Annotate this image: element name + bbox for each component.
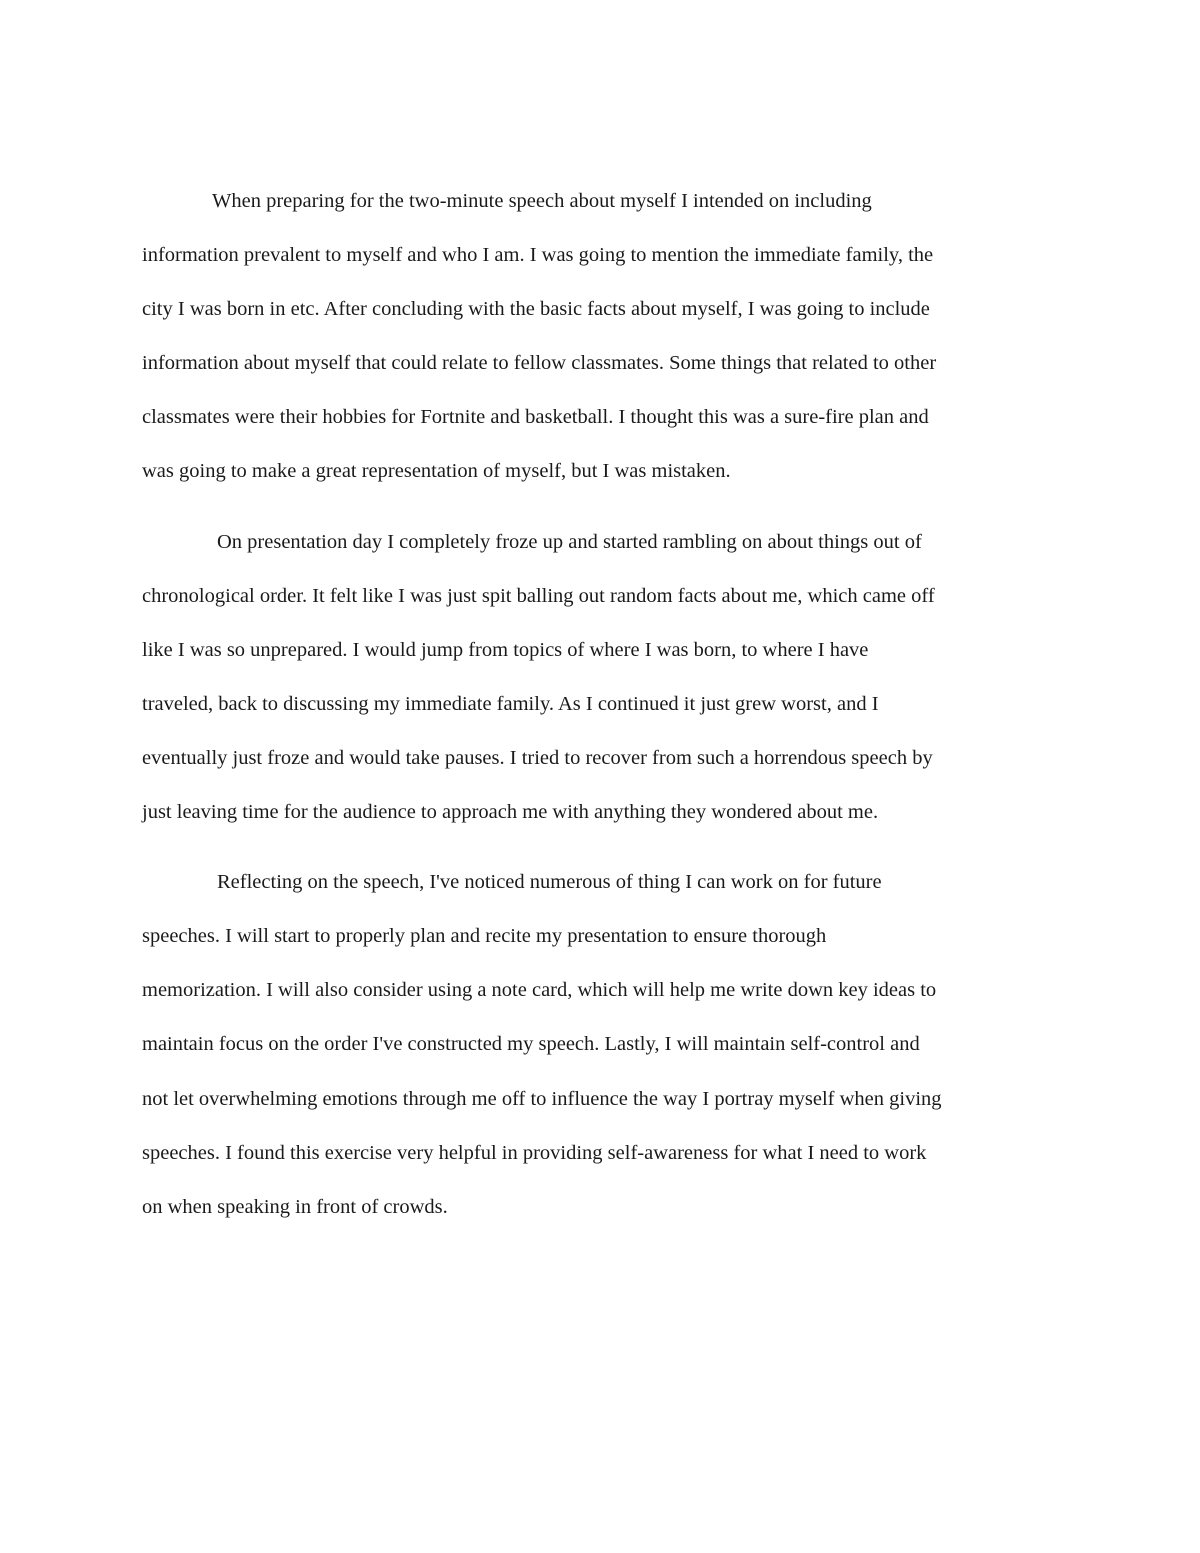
paragraph-line: speeches. I found this exercise very helpful in providing self-awareness for what I need to work — [142, 1141, 927, 1164]
paragraph-line: city I was born in etc. After concluding with the basic facts about myself, I was going to include — [142, 298, 930, 321]
paragraph-line: Reflecting on the speech, I've noticed numerous of thing I can work on for future — [217, 871, 882, 894]
paragraph-line: When preparing for the two-minute speech about myself I intended on including — [212, 190, 872, 212]
paragraph-spacer — [142, 839, 1062, 855]
paragraph-line: on when speaking in front of crowds. — [142, 1195, 448, 1218]
paragraph-line: not let overwhelming emotions through me off to influence the way I portray myself when giving — [142, 1087, 942, 1110]
paragraph-2 — [142, 515, 1062, 840]
paragraph-line: On presentation day I completely froze up and started rambling on about things out of — [217, 530, 922, 553]
paragraph-line: memorization. I will also consider using a note card, which will help me write down key ideas to — [142, 979, 937, 1002]
paragraph-3 — [142, 855, 1062, 1234]
paragraph-line: classmates were their hobbies for Fortnite and basketball. I thought this was a sure-fire plan and — [142, 406, 929, 429]
paragraph-line: information prevalent to myself and who I am. I was going to mention the immediate family, the — [142, 244, 934, 267]
paragraph-line: like I was so unprepared. I would jump from topics of where I was born, to where I have — [142, 638, 869, 661]
document-body — [142, 174, 1062, 1234]
paragraph-1 — [142, 174, 1062, 499]
paragraph-line: chronological order. It felt like I was just spit balling out random facts about me, which came off — [142, 584, 935, 607]
paragraph-line: just leaving time for the audience to approach me with anything they wondered about me. — [142, 801, 879, 824]
paragraph-line: maintain focus on the order I've constructed my speech. Lastly, I will maintain self-control and — [142, 1033, 920, 1056]
paragraph-line: eventually just froze and would take pauses. I tried to recover from such a horrendous speech by — [142, 746, 933, 769]
paragraph-line: speeches. I will start to properly plan and recite my presentation to ensure thorough — [142, 925, 827, 948]
paragraph-line: information about myself that could relate to fellow classmates. Some things that related to other — [142, 352, 937, 375]
paragraph-spacer — [142, 499, 1062, 515]
paragraph-line: was going to make a great representation of myself, but I was mistaken. — [142, 460, 731, 483]
paragraph-line: traveled, back to discussing my immediate family. As I continued it just grew worst, and I — [142, 692, 879, 715]
